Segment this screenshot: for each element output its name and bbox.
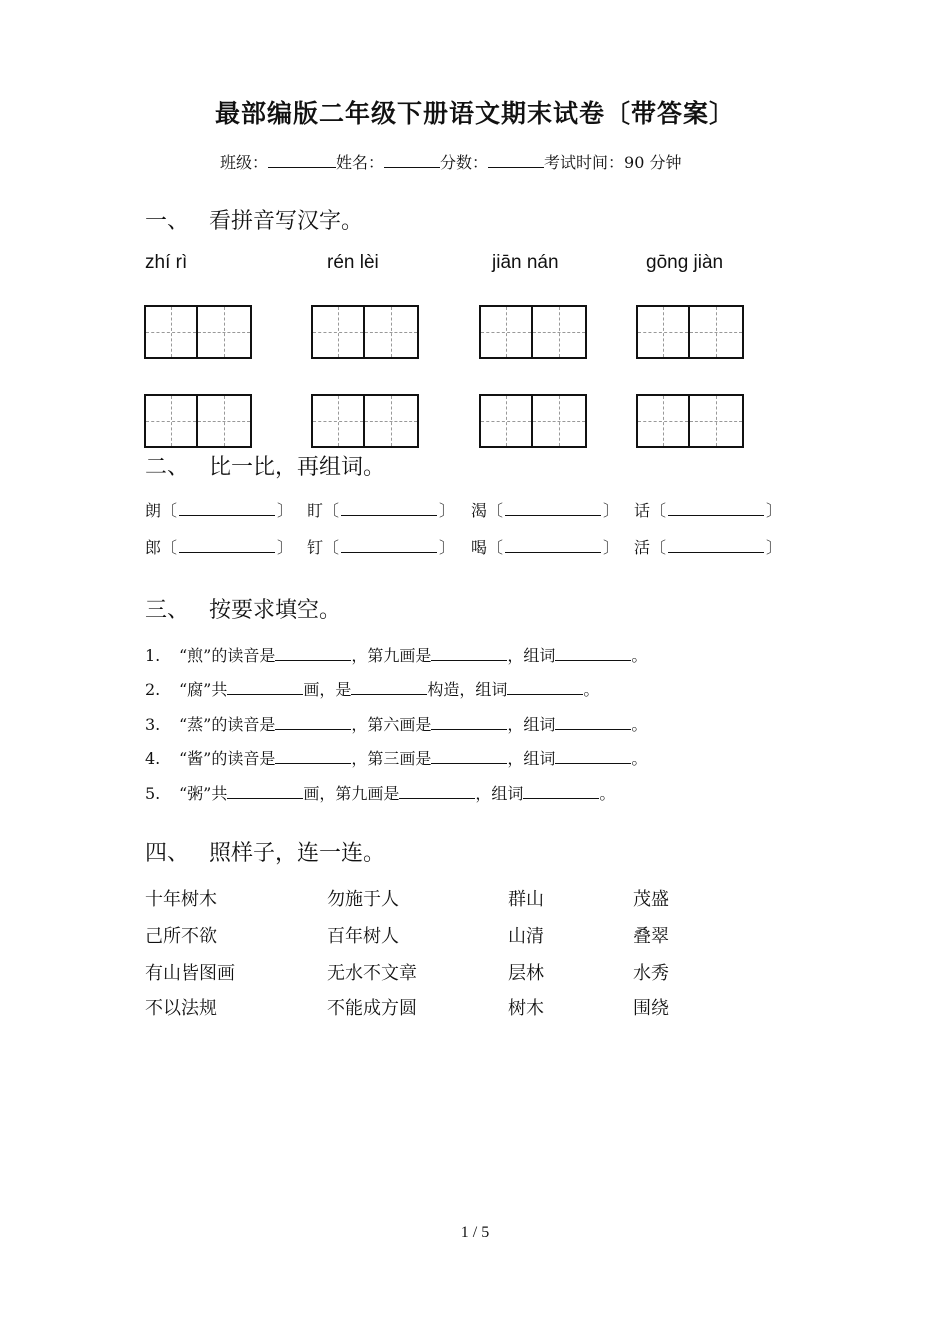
section3-heading (145, 593, 341, 624)
writing-grid[interactable] (311, 305, 419, 359)
close-paren: 〕 (766, 538, 783, 557)
writing-grid[interactable] (144, 394, 252, 448)
writing-grid[interactable] (311, 394, 419, 448)
close-paren: 〕 (766, 501, 783, 520)
match-item[interactable]: 己所不欲 (145, 926, 217, 947)
question-text: ，第三画是 (351, 749, 432, 768)
question-1 (145, 643, 647, 666)
time-label: 考试时间：90 分钟 (544, 153, 682, 172)
writing-grid[interactable] (479, 394, 587, 448)
class-blank[interactable] (268, 153, 336, 168)
close-paren: 〕 (277, 501, 294, 520)
answer-blank[interactable] (505, 501, 601, 516)
answer-blank[interactable] (275, 749, 351, 764)
compare-char: 话〔 (634, 501, 667, 520)
question-text: “腐”共 (179, 680, 228, 699)
score-label: 分数： (440, 153, 489, 172)
compare-item (307, 535, 455, 558)
match-item[interactable]: 群山 (508, 889, 544, 910)
question-text: “煎”的读音是 (179, 646, 276, 665)
section1-number: 一、 (145, 209, 190, 234)
compare-item (145, 535, 293, 558)
answer-blank[interactable] (668, 501, 764, 516)
writing-grid[interactable] (636, 305, 744, 359)
answer-blank[interactable] (227, 680, 303, 695)
compare-char: 郎〔 (145, 538, 178, 557)
pinyin-2: rén lèi (327, 252, 379, 273)
question-text: “蒸”的读音是 (179, 715, 276, 734)
question-text: 构造，组词 (427, 680, 508, 699)
compare-item (471, 535, 619, 558)
match-item[interactable]: 叠翠 (633, 926, 669, 947)
answer-blank[interactable] (275, 646, 351, 661)
match-item[interactable]: 山清 (508, 926, 544, 947)
compare-char: 活〔 (634, 538, 667, 557)
compare-item (634, 535, 782, 558)
class-label: 班级： (220, 153, 269, 172)
name-blank[interactable] (384, 153, 440, 168)
question-text: 画，第九画是 (303, 784, 400, 803)
question-3 (145, 712, 647, 735)
match-item[interactable]: 百年树人 (327, 926, 399, 947)
match-item[interactable]: 不能成方圆 (327, 998, 417, 1019)
answer-blank[interactable] (399, 784, 475, 799)
section2-heading (145, 450, 385, 481)
question-text: ，组词 (507, 646, 556, 665)
close-paren: 〕 (439, 538, 456, 557)
question-text: 画，是 (303, 680, 352, 699)
compare-item (634, 498, 782, 521)
question-text: “酱”的读音是 (179, 749, 276, 768)
close-paren: 〕 (603, 538, 620, 557)
match-item[interactable]: 有山皆图画 (145, 963, 235, 984)
match-item[interactable]: 不以法规 (145, 998, 217, 1019)
question-2 (145, 677, 599, 700)
answer-blank[interactable] (431, 749, 507, 764)
answer-blank[interactable] (523, 784, 599, 799)
question-text: 。 (583, 680, 600, 699)
section3-number: 三、 (145, 598, 190, 623)
answer-blank[interactable] (555, 646, 631, 661)
answer-blank[interactable] (431, 646, 507, 661)
compare-char: 朗〔 (145, 501, 178, 520)
compare-item (145, 498, 293, 521)
compare-char: 喝〔 (471, 538, 504, 557)
question-4 (145, 746, 647, 769)
close-paren: 〕 (439, 501, 456, 520)
question-text: ，组词 (475, 784, 524, 803)
answer-blank[interactable] (668, 538, 764, 553)
question-number: 5. (145, 784, 161, 803)
writing-grid[interactable] (479, 305, 587, 359)
page-title: 最部编版二年级下册语文期末试卷〔带答案〕 (214, 99, 735, 128)
answer-blank[interactable] (555, 749, 631, 764)
section1-heading (145, 204, 363, 235)
compare-item (307, 498, 455, 521)
pinyin-1: zhí rì (145, 252, 188, 273)
score-blank[interactable] (488, 153, 544, 168)
answer-blank[interactable] (275, 715, 351, 730)
section4-title: 照样子，连一连。 (209, 841, 386, 866)
answer-blank[interactable] (227, 784, 303, 799)
question-number: 4. (145, 749, 161, 768)
match-item[interactable]: 十年树木 (145, 889, 217, 910)
match-item[interactable]: 勿施于人 (327, 889, 399, 910)
section3-title: 按要求填空。 (209, 598, 342, 623)
student-info-line (220, 150, 682, 173)
section1-title: 看拼音写汉字。 (209, 209, 364, 234)
answer-blank[interactable] (341, 538, 437, 553)
question-text: “粥”共 (179, 784, 228, 803)
question-text: ，第九画是 (351, 646, 432, 665)
close-paren: 〕 (603, 501, 620, 520)
compare-item (471, 498, 619, 521)
match-item[interactable]: 无水不文章 (327, 963, 417, 984)
section4-number: 四、 (145, 841, 190, 866)
answer-blank[interactable] (179, 538, 275, 553)
answer-blank[interactable] (431, 715, 507, 730)
question-text: ，第六画是 (351, 715, 432, 734)
answer-blank[interactable] (505, 538, 601, 553)
writing-grid[interactable] (144, 305, 252, 359)
match-item[interactable]: 水秀 (633, 963, 669, 984)
question-text: 。 (631, 646, 648, 665)
answer-blank[interactable] (507, 680, 583, 695)
compare-char: 渴〔 (471, 501, 504, 520)
pinyin-3: jiān nán (492, 252, 559, 273)
close-paren: 〕 (277, 538, 294, 557)
match-item[interactable]: 树木 (508, 998, 544, 1019)
answer-blank[interactable] (351, 680, 427, 695)
match-item[interactable]: 围绕 (633, 998, 669, 1019)
name-label: 姓名： (336, 153, 385, 172)
match-item[interactable]: 层林 (508, 963, 544, 984)
section4-heading (145, 836, 385, 867)
question-text: 。 (631, 749, 648, 768)
writing-grid[interactable] (636, 394, 744, 448)
compare-char: 盯〔 (307, 501, 340, 520)
answer-blank[interactable] (179, 501, 275, 516)
page-number: 1 / 5 (460, 1224, 490, 1241)
section2-title: 比一比，再组词。 (209, 455, 386, 480)
question-number: 3. (145, 715, 161, 734)
answer-blank[interactable] (555, 715, 631, 730)
pinyin-4: gōng jiàn (646, 252, 724, 273)
match-item[interactable]: 茂盛 (633, 889, 669, 910)
question-text: 。 (599, 784, 616, 803)
question-text: 。 (631, 715, 648, 734)
question-text: ，组词 (507, 749, 556, 768)
question-text: ，组词 (507, 715, 556, 734)
question-number: 1. (145, 646, 161, 665)
answer-blank[interactable] (341, 501, 437, 516)
question-number: 2. (145, 680, 161, 699)
question-5 (145, 781, 615, 804)
compare-char: 钉〔 (307, 538, 340, 557)
section2-number: 二、 (145, 455, 190, 480)
